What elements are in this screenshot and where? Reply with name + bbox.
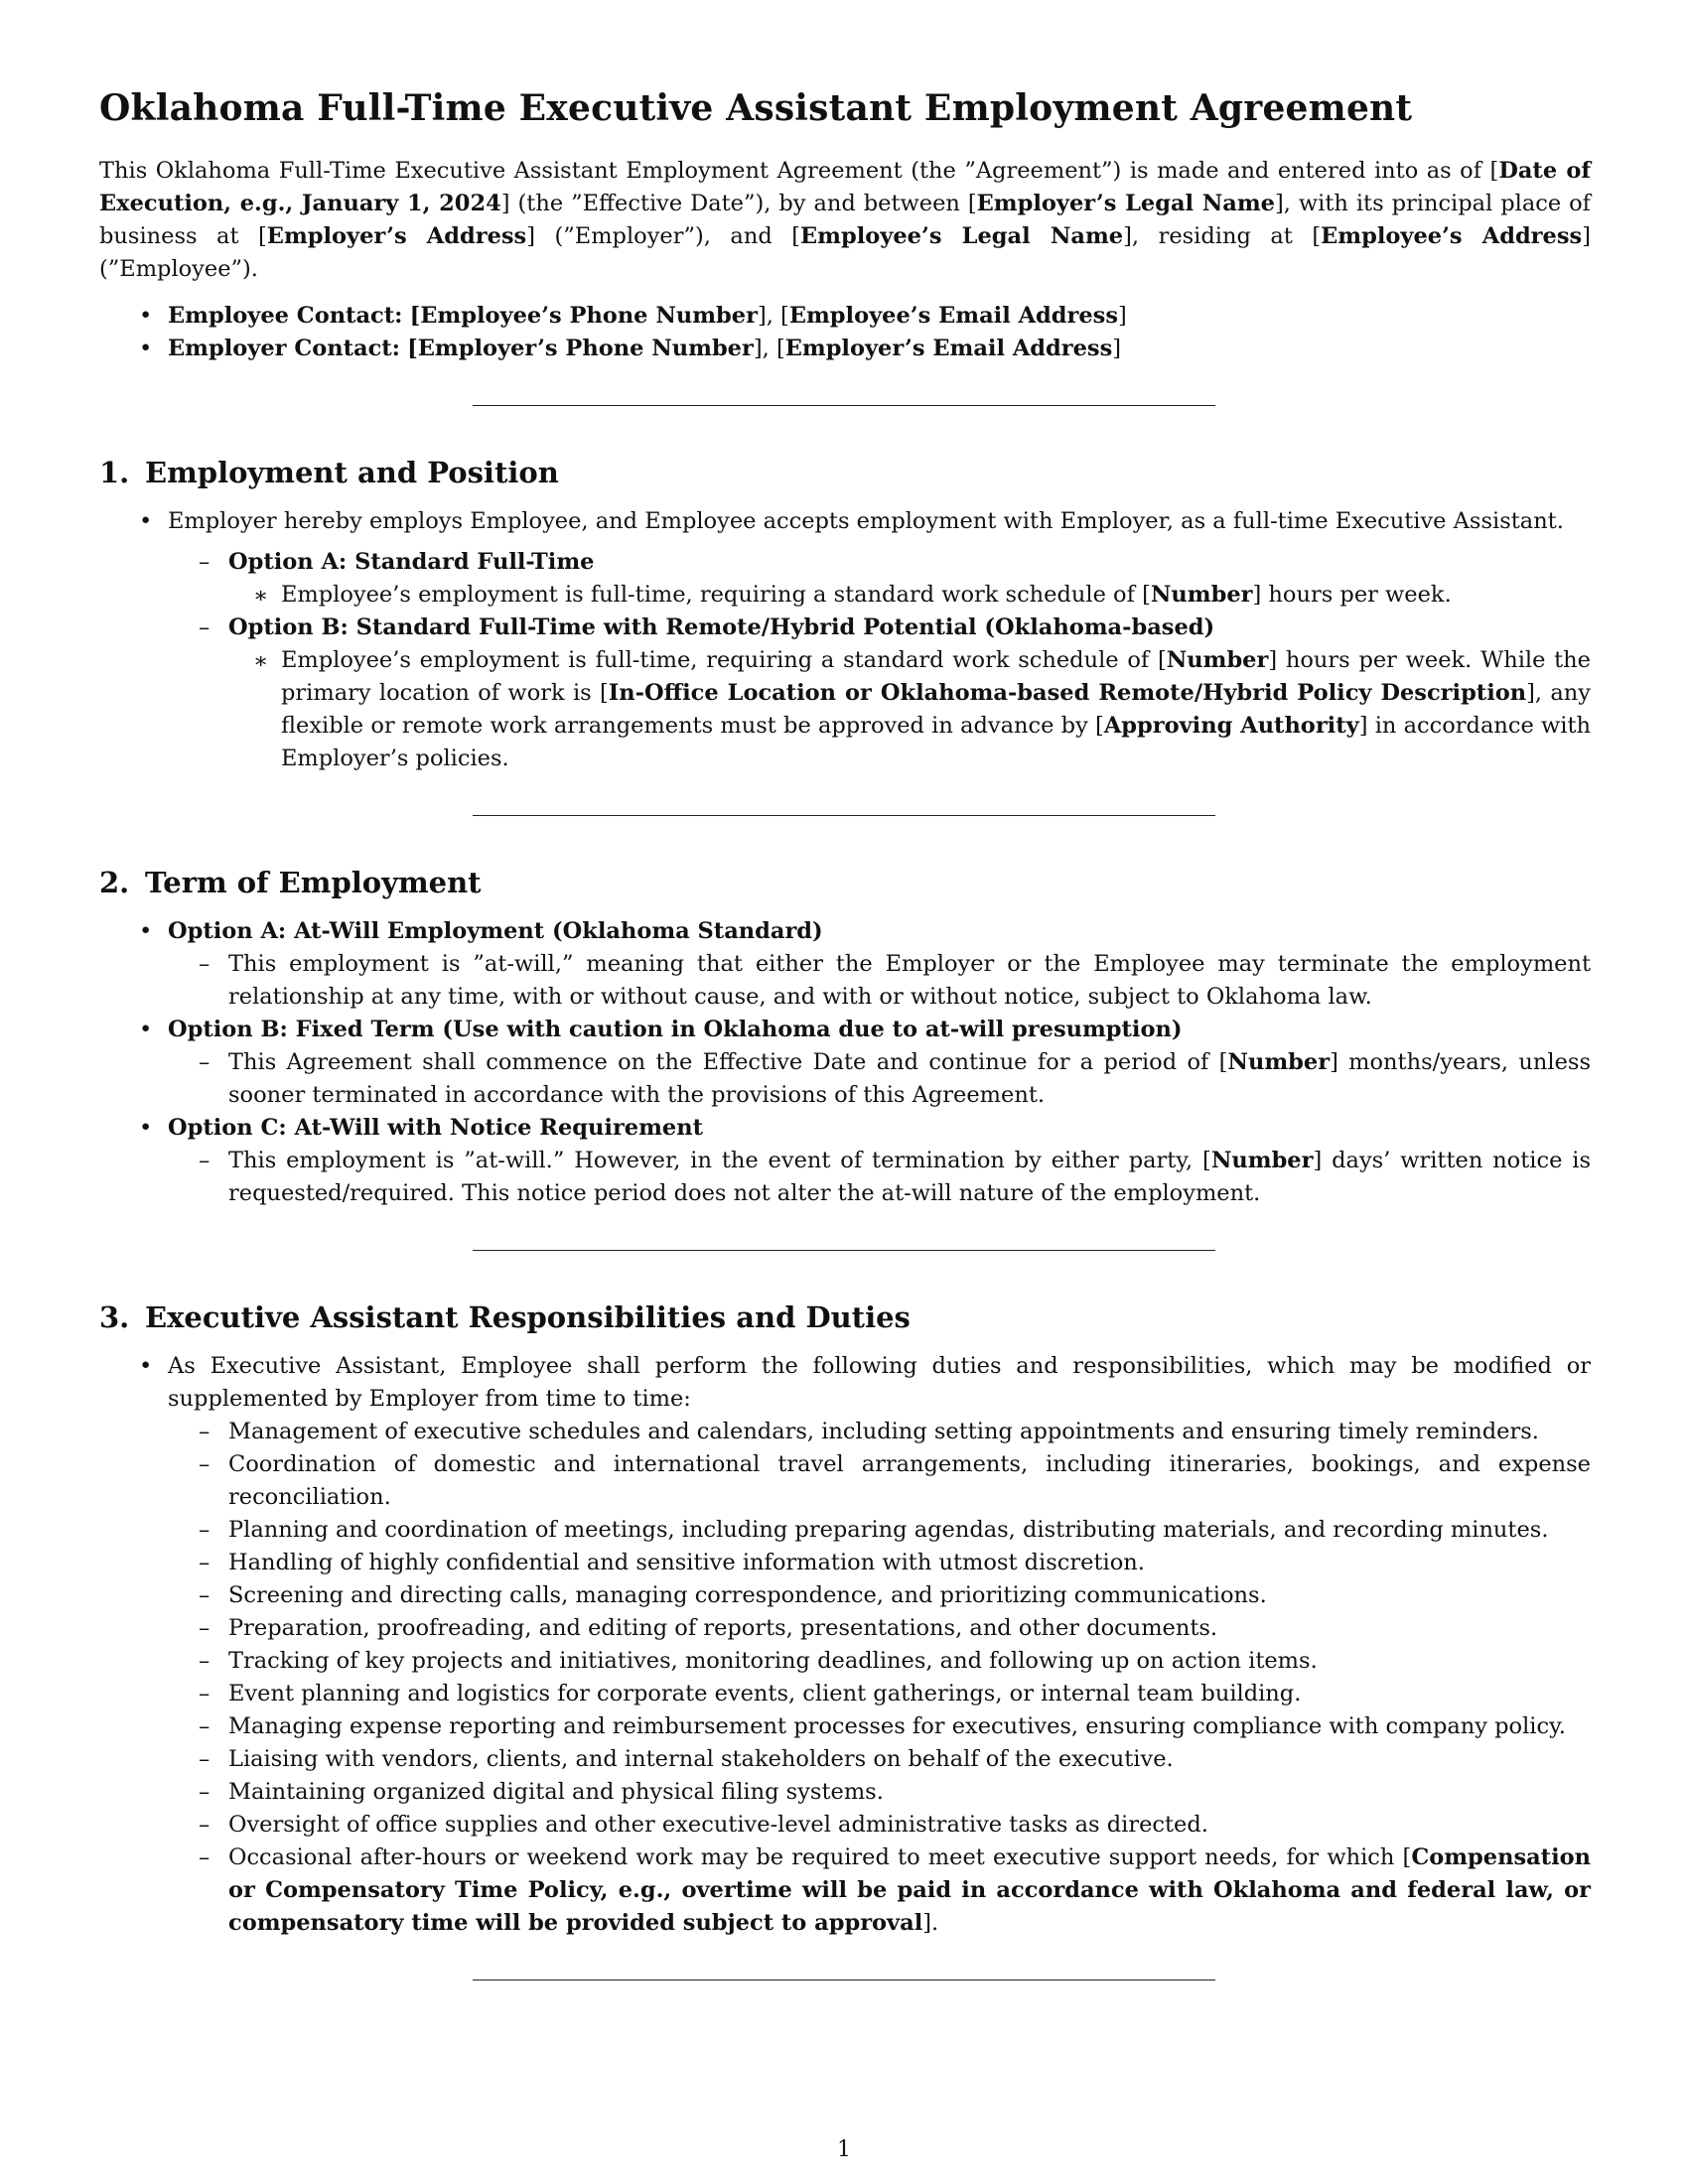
option-item — [168, 612, 1591, 775]
intro-text: ] (”Employee”). — [99, 223, 1591, 282]
duty-item: – Screening and directing calls, managing correspondence, and prioritizing communications. — [168, 1579, 1591, 1612]
employer-name-placeholder: Employer’s Legal Name — [976, 191, 1275, 216]
duty-item: – Tracking of key projects and initiatives, monitoring deadlines, and following up on action items. — [168, 1645, 1591, 1678]
list-text: Employer hereby employs Employee, and Employee accepts employment with Employer, as a full-time Executive Assistant. — [168, 508, 1564, 534]
option-title: Option C: At-Will with Notice Requirement — [168, 1115, 703, 1141]
intro-text: ] (”Employer”), and [ — [526, 223, 801, 249]
section-2-list — [99, 915, 1591, 1210]
number-placeholder: Number — [1150, 582, 1253, 608]
employee-address-placeholder: Employee’s Address — [1321, 223, 1583, 249]
document-title: Oklahoma Full-Time Executive Assistant Employment Agreement — [99, 87, 1413, 129]
option-detail: – This employment is ”at-will,” meaning that either the Employer or the Employee may terminate the employment relationship at any time, with or without cause, and with or without notice, subject to Oklahoma law. — [168, 948, 1591, 1014]
option-title: Option A: Standard Full-Time — [228, 549, 595, 575]
contact-label: Employer Contact: — [168, 336, 400, 361]
section-heading — [99, 1300, 1591, 1334]
duty-item: – Managing expense reporting and reimbursement processes for executives, ensuring compliance with company policy. — [168, 1710, 1591, 1743]
option-item — [99, 915, 1591, 1014]
option-title: Option B: Fixed Term (Use with caution in Oklahoma due to at-will presumption) — [168, 1017, 1183, 1042]
section-title: Employment and Position — [145, 456, 559, 489]
option-detail: – This employment is ”at-will.” However, in the event of termination by either party, [Number] days’ written notice is requested/required. This notice period does not alter the at-will nature of the employment. — [168, 1145, 1591, 1210]
employer-address-placeholder: Employer’s Address — [266, 223, 527, 249]
intro-paragraph — [99, 155, 1591, 286]
compensation-placeholder: Compensation or Compensatory Time Policy, e.g., overtime will be paid in accordance with Oklahoma and federal law, or compensatory time will be provided subject to approval — [228, 1844, 1591, 1936]
section-divider — [473, 1979, 1215, 1980]
list-text: As Executive Assistant, Employee shall perform the following duties and responsibilities, which may be modified or supplemented by Employer from time to time: — [168, 1353, 1591, 1412]
section-title: Executive Assistant Responsibilities and Duties — [145, 1300, 911, 1334]
section-number: 1. — [99, 456, 130, 489]
number-placeholder: Number — [1210, 1148, 1314, 1173]
option-detail: – This Agreement shall commence on the Effective Date and continue for a period of [Number] months/years, unless sooner terminated in accordance with the provisions of this Agreement. — [168, 1046, 1591, 1112]
option-item — [99, 1014, 1591, 1112]
duty-item: – Handling of highly confidential and sensitive information with utmost discretion. — [168, 1547, 1591, 1579]
list-item — [99, 1350, 1591, 1940]
contact-list — [99, 300, 1591, 365]
duty-item: – Preparation, proofreading, and editing of reports, presentations, and other documents. — [168, 1612, 1591, 1645]
option-detail-list — [168, 948, 1591, 1014]
duty-item: – Liaising with vendors, clients, and internal stakeholders on behalf of the executive. — [168, 1743, 1591, 1776]
authority-placeholder: Approving Authority — [1103, 713, 1359, 739]
section-number: 2. — [99, 866, 130, 899]
duty-item: – Coordination of domestic and international travel arrangements, including itineraries, bookings, and expense reconciliation. — [168, 1448, 1591, 1514]
date-placeholder: Date of Execution, e.g., January 1, 2024 — [99, 158, 1592, 216]
duty-item: – Maintaining organized digital and physical filing systems. — [168, 1776, 1591, 1809]
section-heading — [99, 866, 1591, 899]
email-placeholder: Employee’s Email Address — [788, 303, 1119, 329]
section-heading — [99, 456, 1591, 489]
duty-item: – Management of executive schedules and calendars, including setting appointments and ensuring timely reminders. — [168, 1416, 1591, 1448]
phone-placeholder: Employee’s Phone Number — [420, 303, 758, 329]
section-divider — [473, 1250, 1215, 1251]
list-item: • Employee Contact: [Employee’s Phone Number], [Employee’s Email Address] — [99, 300, 1591, 333]
option-detail-list — [228, 579, 1591, 612]
intro-text: This Oklahoma Full-Time Executive Assistant Employment Agreement (the ”Agreement”) is made and entered into as of [ — [99, 158, 1499, 184]
option-detail-list — [228, 644, 1591, 775]
option-detail: ∗ Employee’s employment is full-time, requiring a standard work schedule of [Number] hours per week. — [228, 579, 1591, 612]
option-title: Option B: Standard Full-Time with Remote/Hybrid Potential (Oklahoma-based) — [228, 614, 1215, 640]
option-item — [99, 1112, 1591, 1210]
employee-name-placeholder: Employee’s Legal Name — [800, 223, 1124, 249]
contact-label: Employee Contact: — [168, 303, 403, 329]
option-item — [168, 546, 1591, 612]
intro-text: ], with its principal place of business at [ — [99, 191, 1591, 249]
page-number: 1 — [837, 2137, 851, 2162]
section-number: 3. — [99, 1300, 130, 1334]
duty-item: – Oversight of office supplies and other executive-level administrative tasks as directed. — [168, 1809, 1591, 1842]
phone-placeholder: Employer’s Phone Number — [417, 336, 754, 361]
intro-text: ], residing at [ — [1123, 223, 1322, 249]
duty-item: – Occasional after-hours or weekend work may be required to meet executive support needs, for which [Compensation or Compensatory Time Policy, e.g., overtime will be paid in accordance with Oklahoma and federal law, or compensatory time will be provided subject to approval]. — [168, 1842, 1591, 1940]
list-item: • Employer Contact: [Employer’s Phone Number], [Employer’s Email Address] — [99, 333, 1591, 365]
section-divider — [473, 815, 1215, 816]
section-title: Term of Employment — [145, 866, 482, 899]
section-divider — [473, 405, 1215, 406]
duty-item: – Event planning and logistics for corporate events, client gatherings, or internal team building. — [168, 1678, 1591, 1710]
option-title: Option A: At-Will Employment (Oklahoma Standard) — [168, 918, 823, 944]
section-3-list — [99, 1350, 1591, 1940]
location-placeholder: In-Office Location or Oklahoma-based Remote/Hybrid Policy Description — [608, 680, 1527, 706]
number-placeholder: Number — [1227, 1049, 1331, 1075]
document-page — [99, 87, 1591, 1980]
intro-text: ] (the ”Effective Date”), by and between [ — [500, 191, 977, 216]
option-detail-list — [168, 1145, 1591, 1210]
duty-item: – Planning and coordination of meetings, including preparing agendas, distributing materials, and recording minutes. — [168, 1514, 1591, 1547]
option-detail: ∗ Employee’s employment is full-time, requiring a standard work schedule of [Number] hours per week. While the primary location of work is [In-Office Location or Oklahoma-based Remote/Hybrid Policy Description], any flexible or remote work arrangements must be approved in advance by [Approving Authority] in accordance with Employer’s policies. — [228, 644, 1591, 775]
option-detail-list — [168, 1046, 1591, 1112]
section-1-list — [99, 505, 1591, 775]
list-item — [99, 505, 1591, 775]
option-list — [168, 546, 1591, 775]
duties-list — [168, 1416, 1591, 1940]
number-placeholder: Number — [1166, 647, 1269, 673]
email-placeholder: Employer’s Email Address — [784, 336, 1113, 361]
